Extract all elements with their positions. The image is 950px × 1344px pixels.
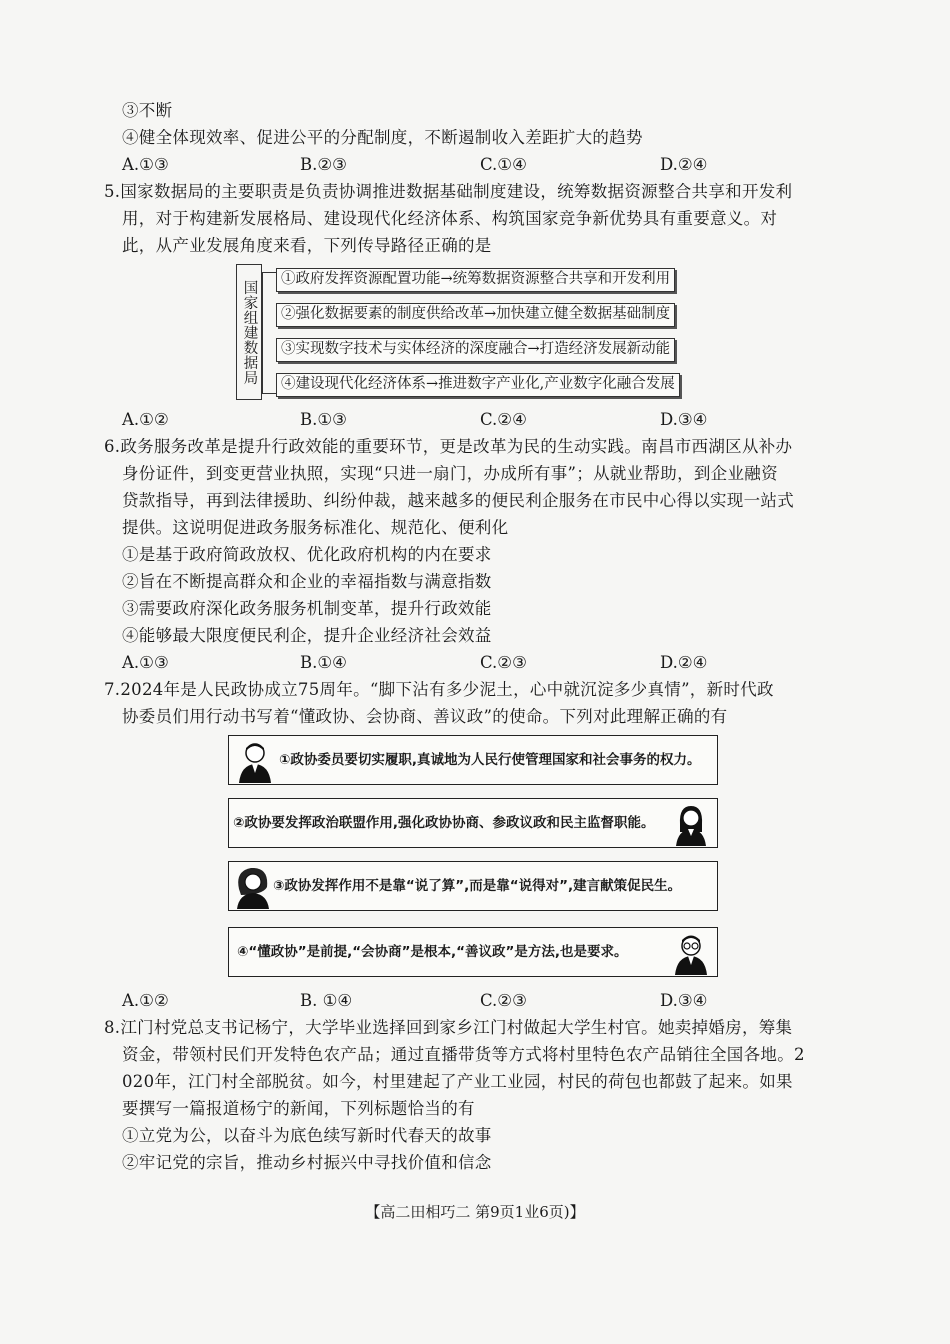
- q8-stem-line: 8.江门村党总支书记杨宁，大学毕业选择回到家乡江门村做起大学生村官。她卖掉婚房，筹集: [104, 1018, 793, 1037]
- q6-item: ③需要政府深化政务服务机制变革，提升行政效能: [122, 599, 492, 618]
- panel-text: ④“懂政协”是前提,“会协商”是根本,“善议政”是方法,也是要求。: [237, 944, 628, 960]
- q7-stem-line: 7.2024年是人民政协成立75周年。“脚下沾有多少泥土，心中就沉淀多少真情”，新时代政: [104, 680, 774, 699]
- option-a[interactable]: A.①③: [122, 653, 169, 672]
- option-b[interactable]: B.①④: [300, 653, 347, 672]
- option-c[interactable]: C.②④: [480, 410, 527, 429]
- option-c[interactable]: C.①④: [480, 155, 527, 174]
- q4-options: [122, 152, 842, 178]
- panel-text: ③政协发挥作用不是靠“说了算”,而是靠“说得对”,建言献策促民生。: [273, 878, 682, 894]
- q5-stem-line: 此，从产业发展角度来看，下列传导路径正确的是: [122, 236, 492, 255]
- diagram-root-label: 国家组建数据局: [236, 264, 262, 400]
- option-d[interactable]: D.③④: [660, 410, 708, 429]
- q7-panel-2: [228, 798, 718, 848]
- diagram-path-1: ①政府发挥资源配置功能→统筹数据资源整合共享和开发利用: [276, 268, 675, 292]
- panel-text: ②政协要发挥政治联盟作用,强化政协协商、参政议政和民主监督职能。: [233, 815, 655, 831]
- diagram-path-3: ③实现数字技术与实体经济的深度融合→打造经济发展新动能: [276, 338, 675, 362]
- q4-item-3: ③不断: [122, 101, 173, 120]
- q5-options: [122, 407, 842, 433]
- woman-curly-avatar-icon: [233, 865, 273, 909]
- q8-stem-line: 要撰写一篇报道杨宁的新闻，下列标题恰当的有: [122, 1099, 475, 1118]
- q6-item: ①是基于政府简政放权、优化政府机构的内在要求: [122, 545, 492, 564]
- option-a[interactable]: A.①②: [122, 991, 169, 1010]
- q4-item-4: ④健全体现效率、促进公平的分配制度，不断遏制收入差距扩大的趋势: [122, 128, 643, 147]
- option-d[interactable]: D.②④: [660, 653, 708, 672]
- option-b[interactable]: B. ①④: [300, 991, 353, 1010]
- q5-stem-line: 用，对于构建新发展格局、建设现代化经济体系、构筑国家竞争新优势具有重要意义。对: [122, 209, 778, 228]
- option-c[interactable]: C.②③: [480, 653, 527, 672]
- diagram-brace: [262, 272, 276, 394]
- option-d[interactable]: D.③④: [660, 991, 708, 1010]
- option-c[interactable]: C.②③: [480, 991, 527, 1010]
- option-a[interactable]: A.①②: [122, 410, 169, 429]
- q5-stem-line: 5.国家数据局的主要职责是负责协调推进数据基础制度建设，统筹数据资源整合共享和开发利: [104, 182, 793, 201]
- page-footer: 【高二田相巧二 第9页1业6页)】: [365, 1203, 585, 1221]
- q6-item: ②旨在不断提高群众和企业的幸福指数与满意指数: [122, 572, 492, 591]
- q6-options: [122, 650, 842, 676]
- q8-stem-line: 020年，江门村全部脱贫。如今，村里建起了产业工业园，村民的荷包也都鼓了起来。如果: [122, 1072, 793, 1091]
- diagram-path-2: ②强化数据要素的制度供给改革→加快建立健全数据基础制度: [276, 303, 675, 327]
- q6-stem-line: 6.政务服务改革是提升行政效能的重要环节，更是改革为民的生动实践。南昌市西湖区从补办: [104, 437, 793, 456]
- man-avatar-icon: [235, 739, 275, 783]
- q7-stem-line: 协委员们用行动书写着“懂政协、会协商、善议政”的使命。下列对此理解正确的有: [122, 707, 728, 726]
- q6-stem-line: 贷款指导，再到法律援助、纠纷仲裁，越来越多的便民利企服务在市民中心得以实现一站式: [122, 491, 794, 510]
- option-d[interactable]: D.②④: [660, 155, 708, 174]
- q6-stem-line: 身份证件，到变更营业执照，实现“只进一扇门，办成所有事”；从就业帮助，到企业融资: [122, 464, 778, 483]
- panel-text: ①政协委员要切实履职,真诚地为人民行使管理国家和社会事务的权力。: [279, 752, 701, 768]
- q8-item: ②牢记党的宗旨，推动乡村振兴中寻找价值和信念: [122, 1153, 492, 1172]
- option-b[interactable]: B.①③: [300, 410, 347, 429]
- q6-item: ④能够最大限度便民利企，提升企业经济社会效益: [122, 626, 492, 645]
- q7-panel-3: [228, 861, 718, 911]
- q7-options: [122, 988, 842, 1014]
- option-a[interactable]: A.①③: [122, 155, 169, 174]
- q7-panel-4: [228, 927, 718, 977]
- q8-item: ①立党为公，以奋斗为底色续写新时代春天的故事: [122, 1126, 492, 1145]
- option-b[interactable]: B.②③: [300, 155, 347, 174]
- woman-avatar-icon: [671, 802, 711, 846]
- man-glasses-avatar-icon: [671, 931, 711, 975]
- q6-stem-line: 提供。这说明促进政务服务标准化、规范化、便利化: [122, 518, 509, 537]
- q8-stem-line: 资金，带领村民们开发特色农产品；通过直播带货等方式将村里特色农产品销往全国各地。2: [122, 1045, 805, 1064]
- q7-panel-1: [228, 735, 718, 785]
- q5-diagram: [236, 262, 714, 402]
- diagram-path-4: ④建设现代化经济体系→推进数字产业化,产业数字化融合发展: [276, 373, 680, 397]
